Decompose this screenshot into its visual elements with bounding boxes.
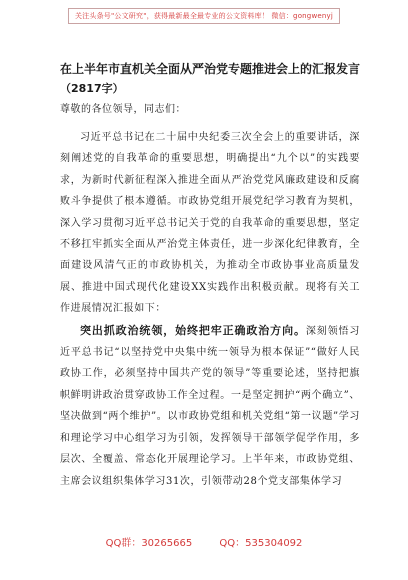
section-1-heading: 突出抓政治统领，始终把牢正确政治方向。	[80, 323, 306, 337]
section-1-body: 深刻领悟习近平总书记“以坚持党中央集中统一领导为根本保证”“做好人民政协工作，必须坚持中国共产党的领导”等重要论述，坚持把旗帜鲜明讲政治贯穿政协工作全过程。一是坚定拥护“两个确立”、坚决做到“两个维护”。以市政协党组和机关党组“第一议题”学习和理论学习中心组学习为引领，发挥领导干部领学促学作用，多层次、全覆盖、常态化开展理论学习。上半年来，市政协党组、主席会议组织集体学习31次，引领带动28个党支部集体学习	[60, 325, 361, 487]
footer-qq: QQ：535304092	[219, 538, 303, 549]
word-count: （2817字）	[60, 82, 124, 95]
footer-qq-group: QQ群：30265665	[105, 538, 193, 549]
document-title: 在上半年市直机关全面从严治党专题推进会上的汇报发言	[60, 62, 361, 76]
document-page	[60, 60, 360, 492]
paragraph-intro: 习近平总书记在二十届中央纪委三次全会上的重要讲话，深刻阐述党的自我革命的重要思想，明确提出“九个以”的实践要求，为新时代新征程深入推进全面从严治党党风廉政建设和反腐败斗争提供了根本遵循。市政协党组开展党纪学习教育为契机，深入学习贯彻习近平总书记关于党的自我革命的重要思想，坚定不移扛牢抓实全面从严治党主体责任，进一步深化纪律教育，全面建设风清气正的市政协机关，为推动全市政协事业高质量发展、推进中国式现代化建设XX实践作出积极贡献。现将有关工作进展情况汇报如下：	[60, 132, 360, 315]
footer-banner	[0, 534, 408, 549]
header-banner: 关注头条号"公文研究"，获得最新最全最专业的公文资料库！ 微信：gongwenyj	[68, 8, 340, 24]
salutation: 尊敬的各位领导，同志们：	[60, 104, 186, 115]
paragraph-section-1	[60, 320, 360, 492]
